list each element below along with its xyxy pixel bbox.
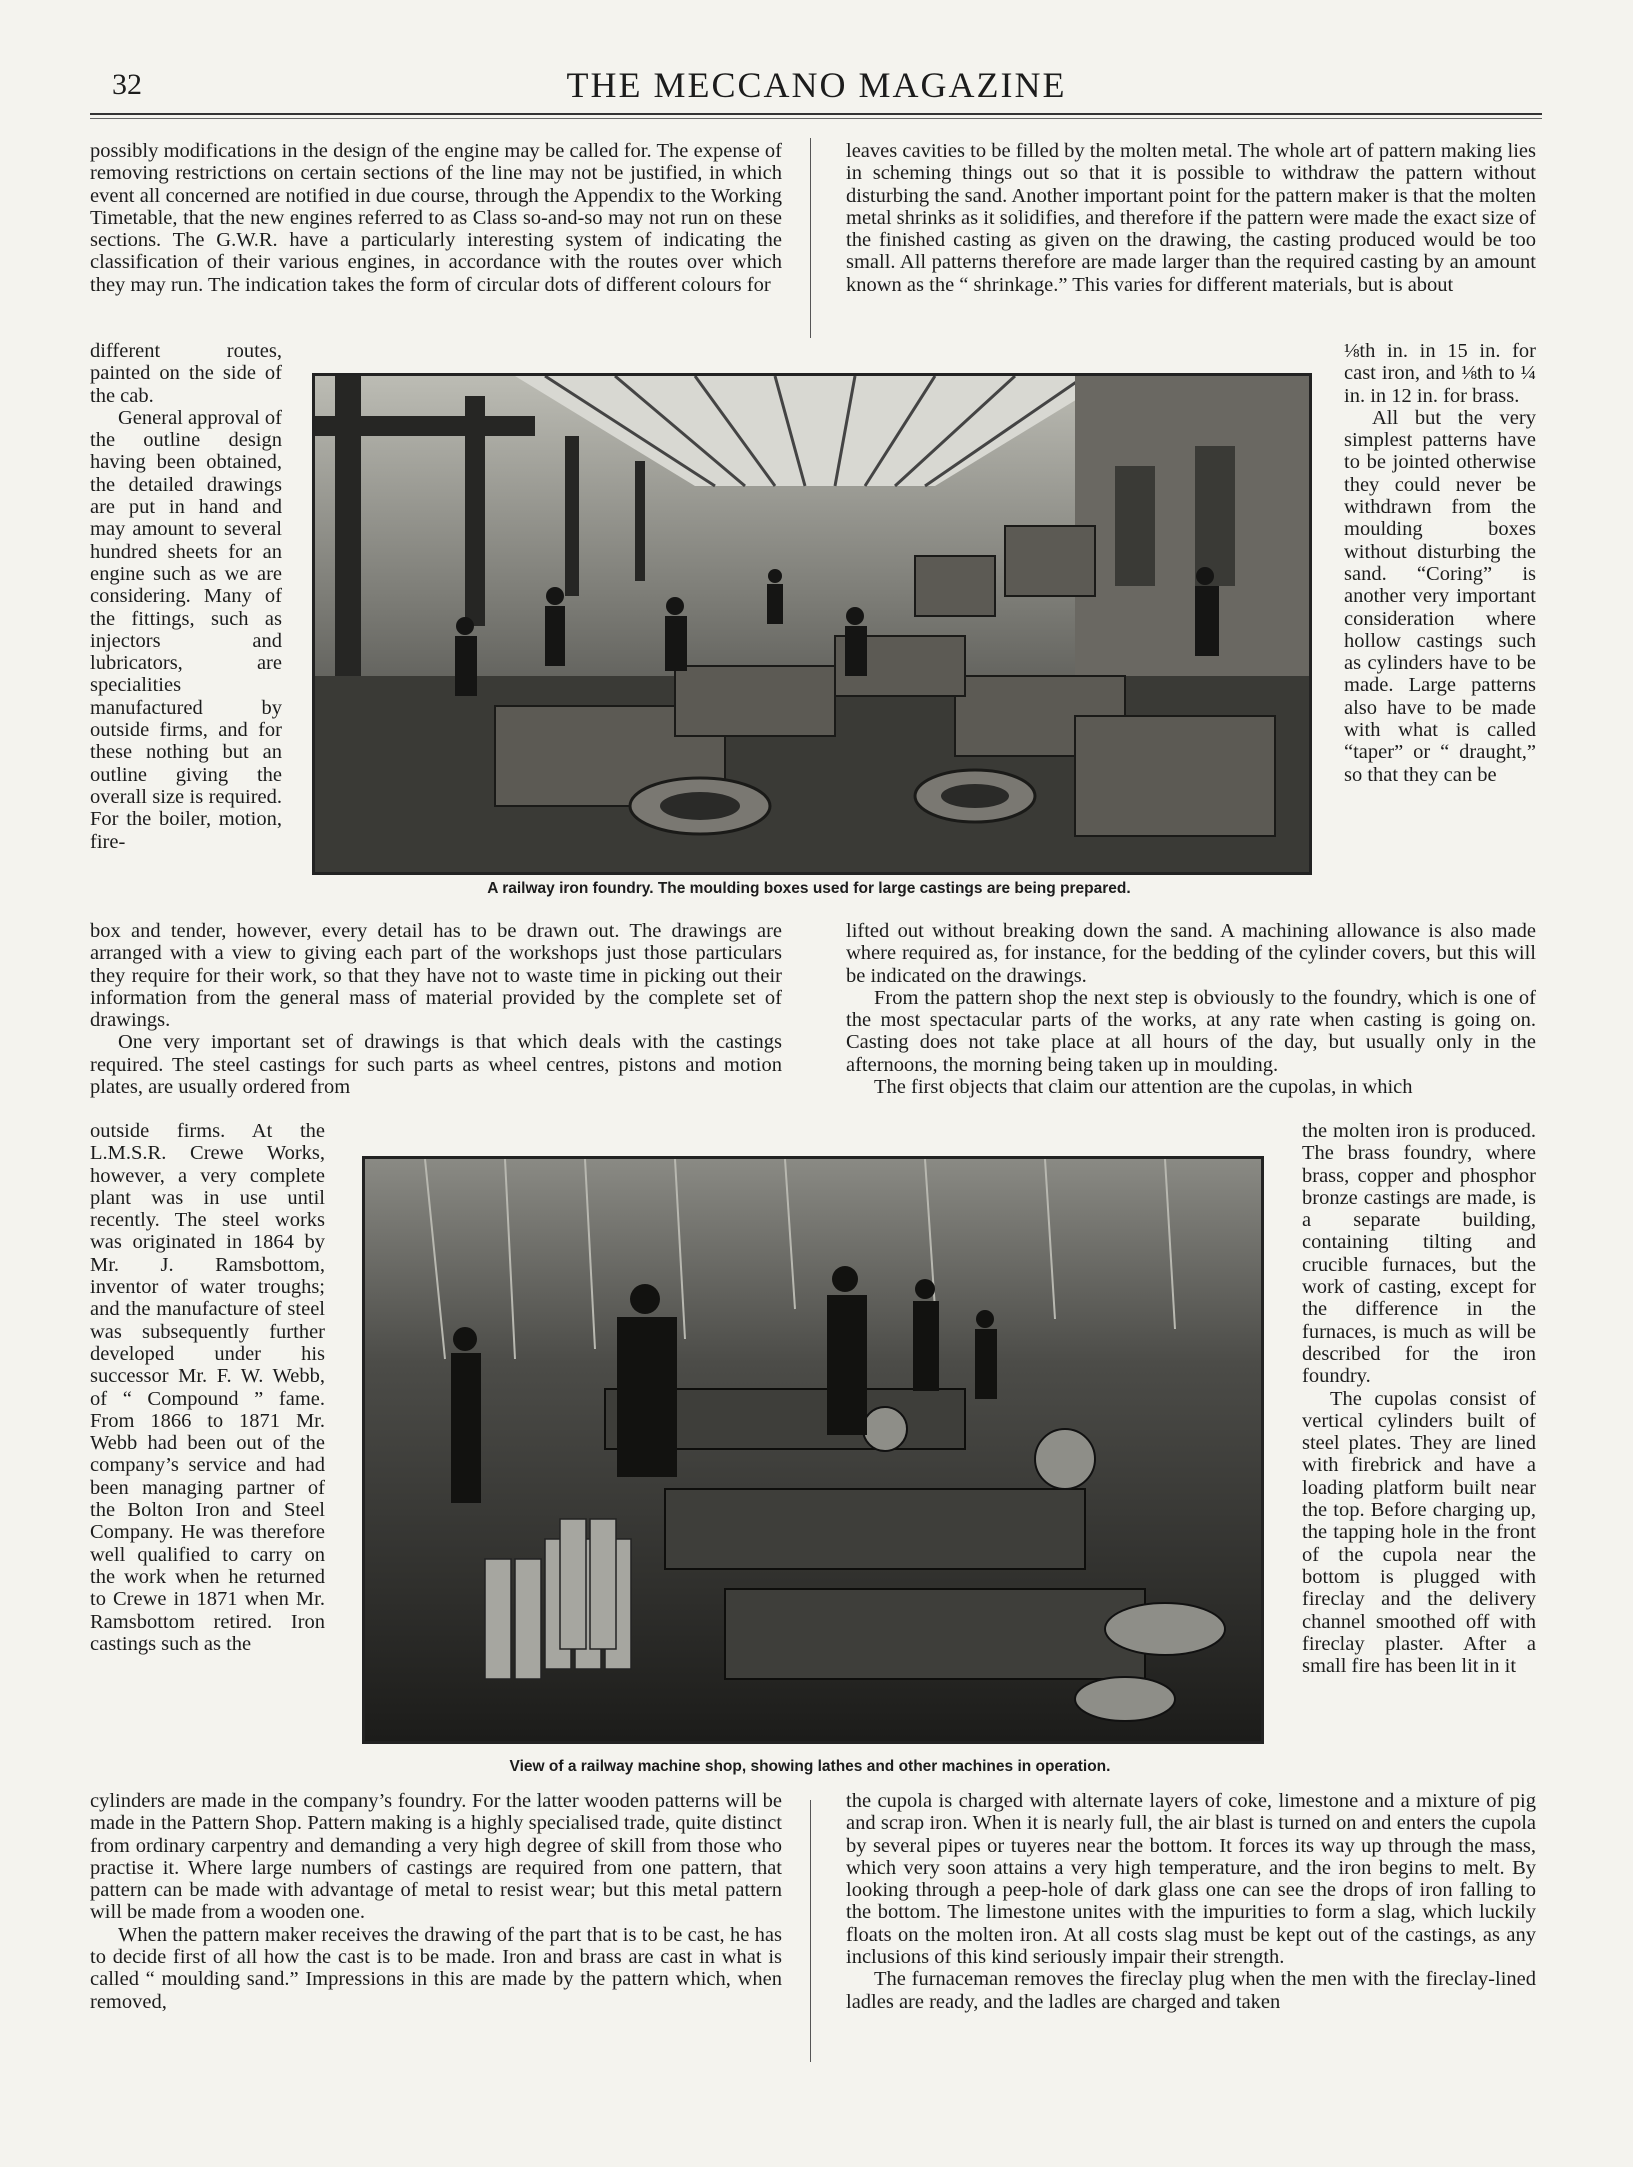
column-divider [810,138,811,338]
paragraph: The furnaceman removes the fireclay plug when the men with the fireclay-lined ladles are ready, and the ladles are charged and taken [846,1968,1536,2013]
paragraph: box and tender, however, every detail has to be drawn out. The drawings are arranged with a view to giving each part of the workshops just those particulars they require for their work, so that they have not to waste time in picking out their information from the general mass of material provided by the complete set of drawings. [90,920,782,1032]
right-middle-text [846,920,1536,1098]
paragraph: outside firms. At the L.M.S.R. Crewe Works, however, a very complete plant was in use until recently. The steel works was originated in 1864 by Mr. J. Ramsbottom, inventor of water troughs; and the manufacture of steel was subsequently further developed under his successor Mr. F. W. Webb, of “ Compound ” fame. From 1866 to 1871 Mr. Webb had been out of the company’s service and had been managing partner of the Bolton Iron and Steel Company. He was therefore well qualified to carry on the work when he returned to Crewe in 1871 when Mr. Ramsbottom retired. Iron castings such as the [90,1120,325,1655]
header-rule [90,113,1542,115]
left-narrow-text-1 [90,340,282,853]
right-bottom-text [846,1790,1536,2013]
left-bottom-text [90,1790,782,2013]
paragraph: cylinders are made in the company’s foundry. For the latter wooden patterns will be made in the Pattern Shop. Pattern making is a highly specialised trade, quite distinct from ordinary carpentry and demanding a very high degree of skill from those who practise it. Where large numbers of castings are required from one pattern, that pattern can be made with advantage of metal to resist wear; but this metal pattern will be made from a wooden one. [90,1790,782,1924]
left-narrow-text-2 [90,1120,325,1655]
paragraph: The cupolas consist of vertical cylinders built of steel plates. They are lined with firebrick and have a loading platform built near the top. Before charging up, the tapping hole in the front of the cupola near the bottom is plugged with fireclay and the delivery channel smoothed off with fireclay plaster. After a small fire has been lit in it [1302,1387,1536,1678]
machine-shop-photo [362,1156,1264,1744]
paragraph: leaves cavities to be filled by the molten metal. The whole art of pattern making lies in scheming things out so that it is possible to withdraw the pattern without disturbing the sand. Another important point for the pattern maker is that the molten metal shrinks as it solidifies, and therefore if the pattern were made the exact size of the finished casting as given on the drawing, the casting produced would be too small. All patterns therefore are made larger than the required casting by an amount known as the “ shrinkage.” This varies for different materials, but is about [846,140,1536,296]
foundry-caption: A railway iron foundry. The moulding boxes used for large castings are being prepared. [487,880,1131,897]
magazine-title: THE MECCANO MAGAZINE [566,65,1067,105]
paragraph: different routes, painted on the side of the cab. [90,340,282,407]
paragraph: General approval of the outline design having been obtained, the detailed drawings are put in hand and may amount to several hundred sheets for an engine such as we are considering. Many of the fittings, such as injectors and lubricators, are specialities manufactured by outside firms, and for these nothing but an outline giving the overall size is required. For the boiler, motion, fire- [90,406,282,853]
machine-shop-illustration [365,1159,1261,1741]
paragraph: ⅛th in. in 15 in. for cast iron, and ⅛th to ¼ in. in 12 in. for brass. [1344,340,1536,407]
paragraph: the cupola is charged with alternate layers of coke, limestone and a mixture of pig and scrap iron. When it is nearly full, the air blast is turned on and enters the cupola by several pipes or tuyeres near the bottom. It forces its way up through the mass, which very soon attains a very high temperature, and the iron begins to melt. By looking through a peep-hole of dark glass one can see the drops of iron falling to the bottom. The limestone unites with the impurities to form a slag, which luckily floats on the molten iron. At all costs slag must be kept out of the castings, as any inclusions of this kind seriously impair their strength. [846,1790,1536,1969]
paragraph: The first objects that claim our attention are the cupolas, in which [874,1076,1413,1099]
foundry-illustration [315,376,1309,872]
left-middle-text [90,920,782,1098]
paragraph: From the pattern shop the next step is obviously to the foundry, which is one of the most spectacular parts of the works, at any rate when casting is going on. Casting does not take place at all hours of the day, but usually only in the afternoons, the morning being taken up in moulding. [846,986,1536,1076]
page-number: 32 [112,68,142,101]
paragraph: All but the very simplest patterns have to be jointed otherwise they could never be withdrawn from the moulding boxes without disturbing the sand. “Coring” is another very important consideration where hollow castings such as cylinders have to be made. Large patterns also have to be made with what is called “taper” or “ draught,” so that they can be [1344,406,1536,786]
paragraph: lifted out without breaking down the sand. A machining allowance is also made where required as, for instance, for the bedding of the cylinder covers, but this will be indicated on the drawings. [846,920,1536,987]
paragraph: When the pattern maker receives the drawing of the part that is to be cast, he has to decide first of all how the cast is to be made. Iron and brass are cast in what is called “ moulding sand.” Impressions in this are made by the pattern which, when removed, [90,1923,782,2013]
right-top-text [846,140,1536,296]
paragraph: One very important set of drawings is that which deals with the castings required. The steel castings for such parts as wheel centres, pistons and motion plates, are usually ordered from [90,1031,782,1099]
column-divider-lower [810,1800,811,2062]
header-rule-thin [90,118,1542,119]
left-top-text [90,140,782,296]
right-narrow-text-1 [1344,340,1536,786]
paragraph: possibly modifications in the design of the engine may be called for. The expense of removing restrictions on certain sections of the line may not be justified, in which event all concerned are notified in due course, through the Appendix to the Working Timetable, that the new engines referred to as Class so-and-so may not run on these sections. The G.W.R. have a particularly interesting system of indicating the classification of their various engines, in accordance with the routes over which they may run. The indication takes the form of circular dots of different colours for [90,140,782,296]
paragraph: the molten iron is produced. The brass foundry, where brass, copper and phosphor bronze castings are made, is a separate building, containing tilting and crucible furnaces, but the work of casting, except for the difference in the furnaces, is much as will be described for the iron foundry. [1302,1120,1536,1388]
foundry-photo [312,373,1312,875]
machine-shop-caption: View of a railway machine shop, showing lathes and other machines in operation. [509,1758,1111,1775]
right-narrow-text-2 [1302,1120,1536,1677]
